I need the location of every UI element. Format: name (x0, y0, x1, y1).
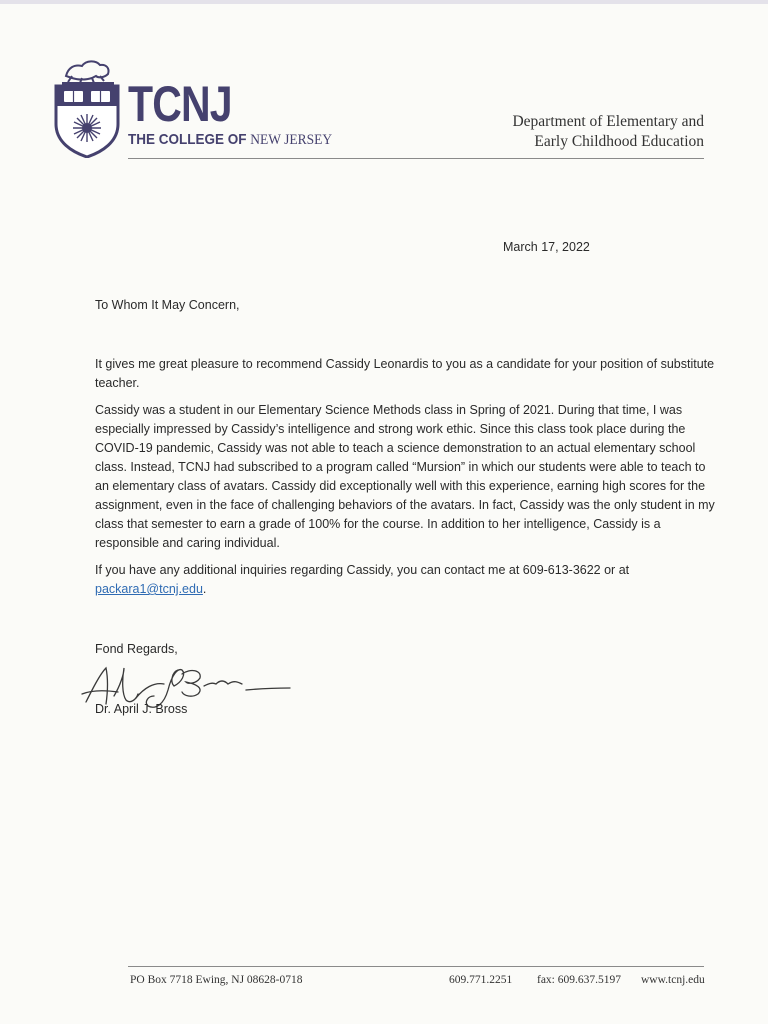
footer-divider (128, 966, 704, 967)
closing: Fond Regards, (95, 642, 178, 656)
header-divider (128, 158, 704, 159)
tcnj-seal-icon (52, 56, 122, 158)
paragraph-2: Cassidy was a student in our Elementary Science Methods class in Spring of 2021. During that time, I was especially impressed by Cassidy’s intelligence and strong work ethic. Since this class took place during the COVID-19 pandemic, Cassidy was not able to teach a science demonstration to an actual elementary school class. Instead, TCNJ had subscribed to a program called “Mursion” in which our students were able to teach to an elementary class of avatars. Cassidy did exceptionally well with this experience, earning high scores for the assignment, even in the face of challenging behaviors of the avatars. In fact, Cassidy was the only student in my class that semester to earn a grade of 100% for the course. In addition to her intelligence, Cassidy is a responsible and caring individual. (95, 403, 715, 550)
department-line-1: Department of Elementary and (512, 113, 704, 130)
department-line-2: Early Childhood Education (534, 133, 704, 150)
letter-date: March 17, 2022 (503, 240, 590, 254)
scan-edge (0, 0, 768, 4)
contact-paragraph (95, 561, 715, 599)
signer-name: Dr. April J. Bross (95, 702, 188, 716)
tcnj-wordmark (128, 76, 355, 149)
footer-address: PO Box 7718 Ewing, NJ 08628-0718 (130, 974, 303, 986)
contact-text: If you have any additional inquiries regarding Cassidy, you can contact me at 609-613-3622 or at (95, 563, 630, 577)
letter-body (95, 355, 715, 607)
email-link[interactable]: packara1@tcnj.edu (95, 582, 203, 596)
salutation: To Whom It May Concern, (95, 298, 240, 312)
footer-website[interactable]: www.tcnj.edu (641, 974, 705, 986)
college-name (128, 131, 332, 149)
email-suffix: . (202, 582, 207, 596)
college-name-rest: NEW JERSEY (250, 132, 333, 148)
college-name-bold: THE COLLEGE OF (128, 131, 247, 148)
footer-fax: fax: 609.637.5197 (537, 974, 622, 986)
department-name (512, 112, 704, 152)
paragraph-1: It gives me great pleasure to recommend Cassidy Leonardis to you as a candidate for your position of substitute teacher. (95, 357, 715, 390)
logo-text: TCNJ (128, 76, 232, 132)
footer-phone: 609.771.2251 (449, 974, 513, 986)
